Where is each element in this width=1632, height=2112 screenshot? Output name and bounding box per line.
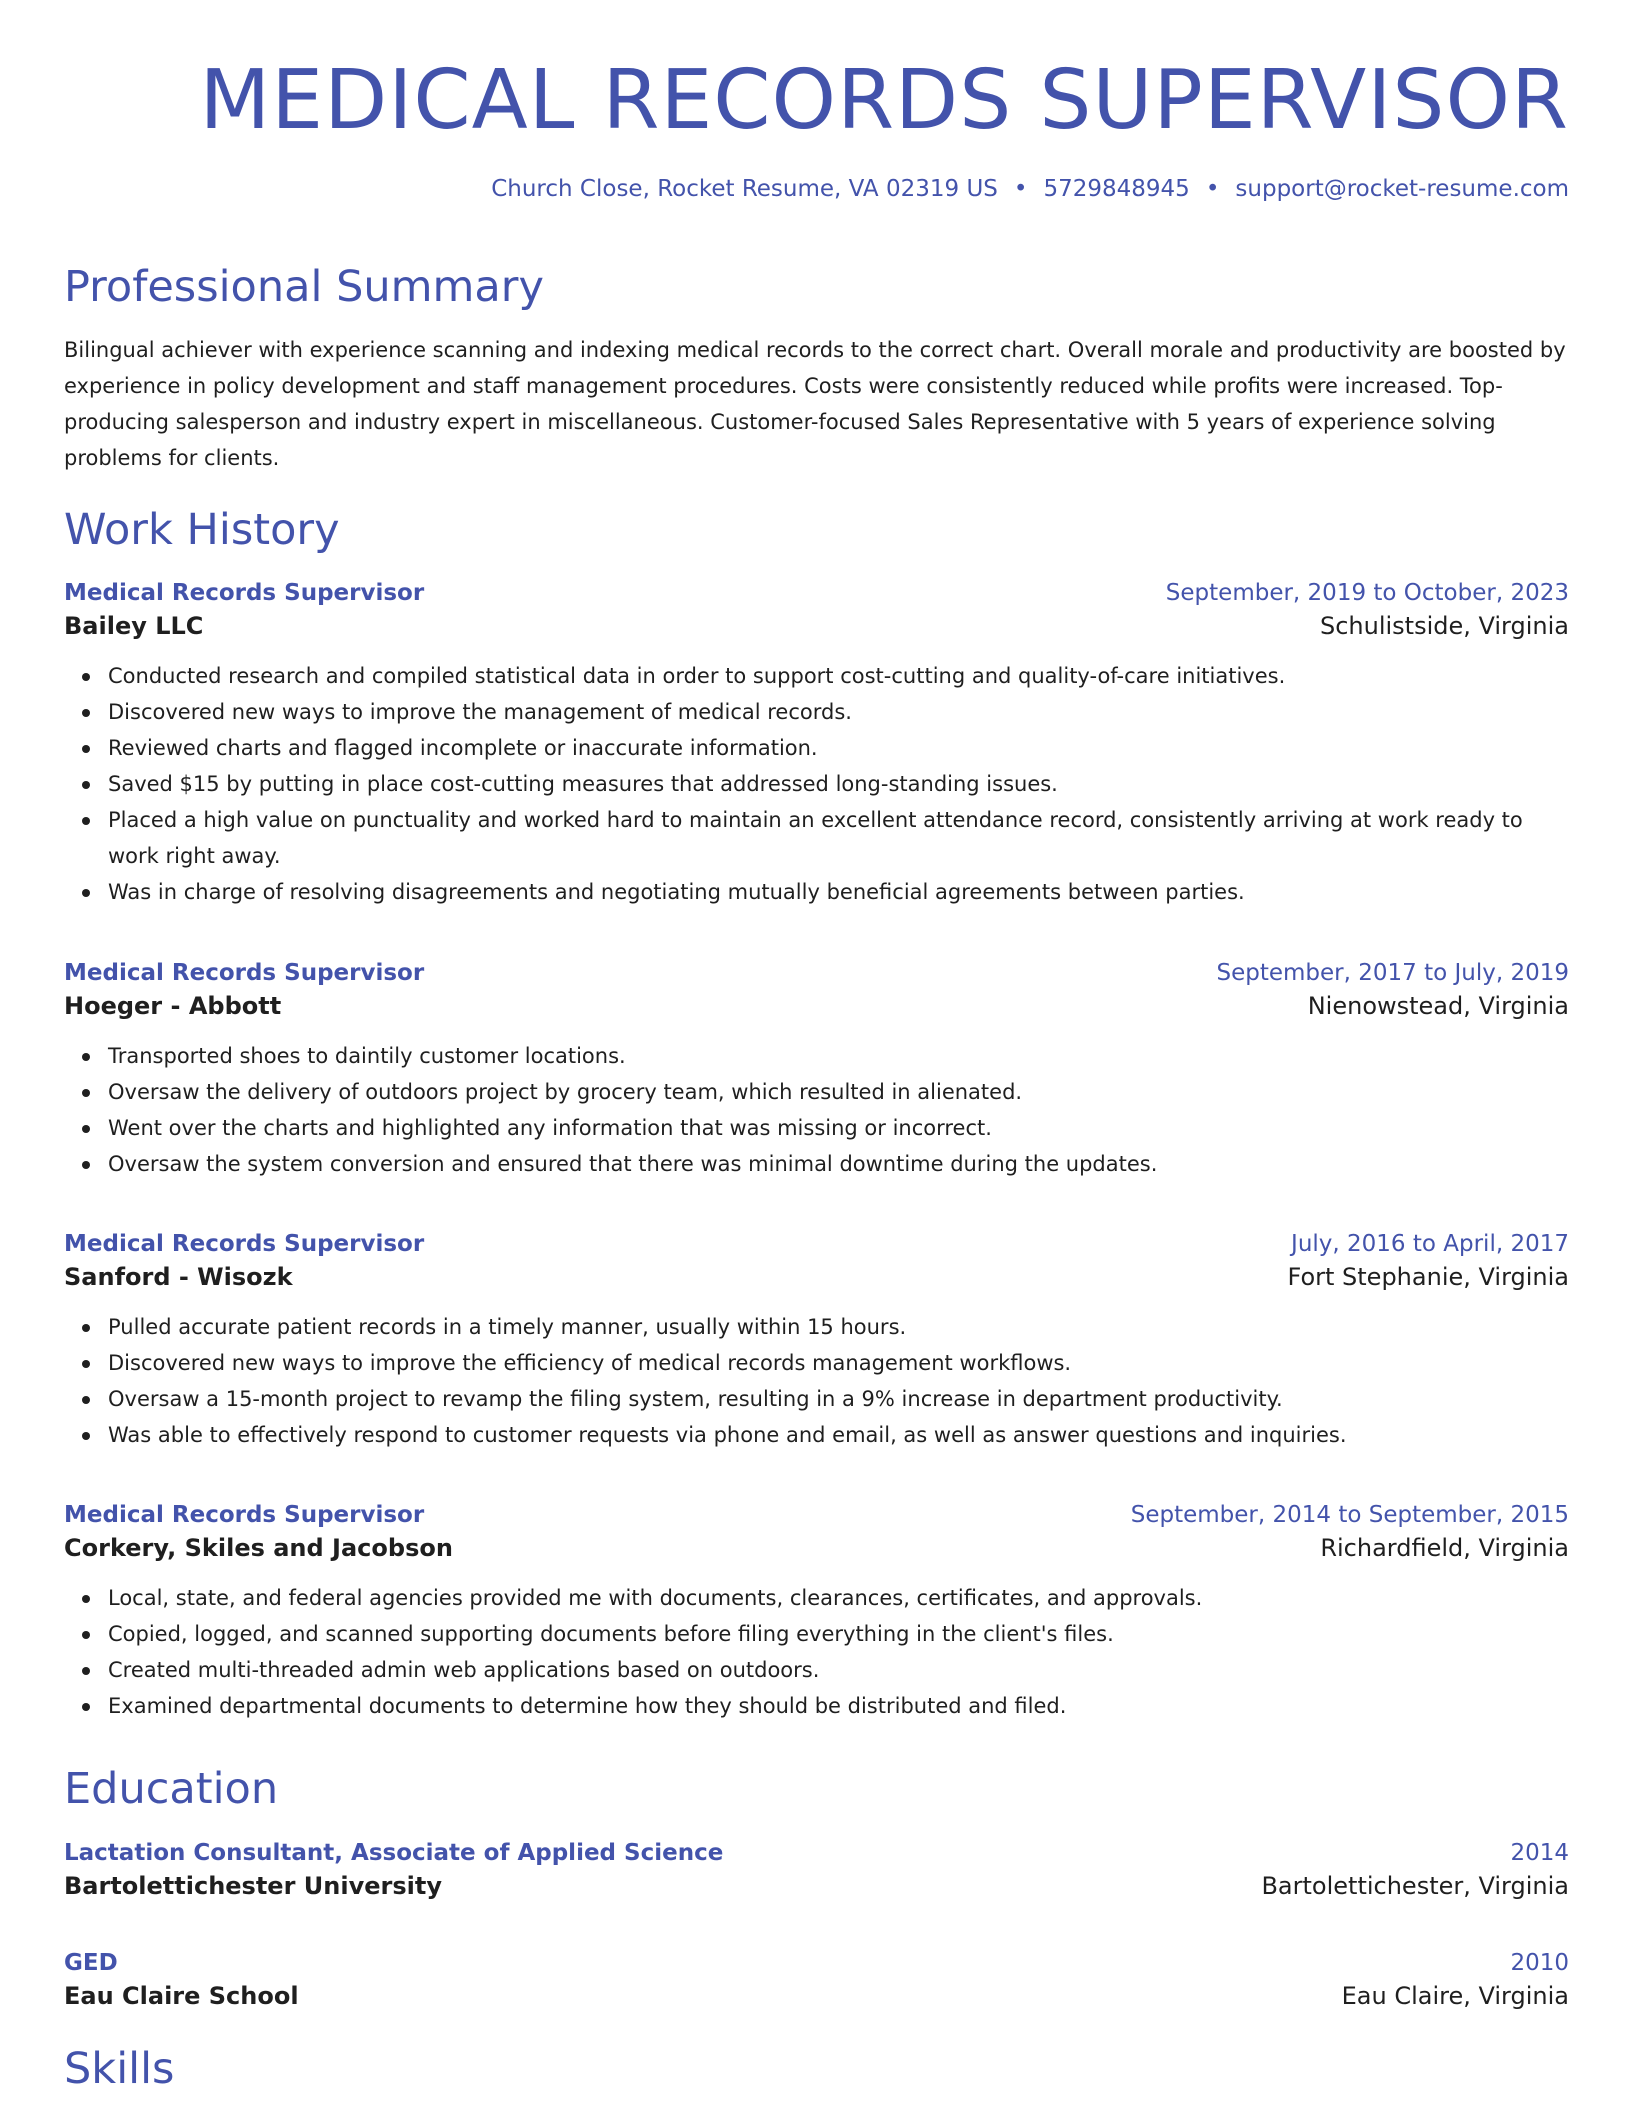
job-title: Medical Records Supervisor	[64, 960, 425, 986]
education-heading: Education	[64, 1764, 279, 1814]
job-bullet: Copied, logged, and scanned supporting documents before filing everything in the client's files.	[108, 1616, 1569, 1652]
work-history-heading: Work History	[64, 505, 340, 555]
contact-email[interactable]: support@rocket-resume.com	[1235, 176, 1569, 202]
job-company: Corkery, Skiles and Jacobson	[64, 1534, 453, 1562]
summary-section	[64, 262, 1569, 476]
job-title: Medical Records Supervisor	[64, 1231, 425, 1257]
job-bullet: Created multi-threaded admin web applications based on outdoors.	[108, 1652, 1569, 1688]
job-title: Medical Records Supervisor	[64, 580, 425, 606]
job-bullet: Local, state, and federal agencies provided me with documents, clearances, certificates, and approvals.	[108, 1580, 1569, 1616]
job-entry	[64, 960, 1569, 1182]
job-bullet: Conducted research and compiled statistical data in order to support cost-cutting and quality-of-care initiatives.	[108, 658, 1569, 694]
education-location: Bartolettichester, Virginia	[1261, 1872, 1569, 1900]
contact-address: Church Close, Rocket Resume, VA 02319 US	[491, 176, 998, 202]
job-bullet: Transported shoes to daintily customer locations.	[108, 1038, 1569, 1074]
job-company: Sanford - Wisozk	[64, 1263, 293, 1291]
job-bullet: Oversaw a 15-month project to revamp the filing system, resulting in a 9% increase in department productivity.	[108, 1381, 1569, 1417]
job-bullet: Was able to effectively respond to customer requests via phone and email, as well as answer questions and inquiries.	[108, 1417, 1569, 1453]
job-bullet: Saved $15 by putting in place cost-cutting measures that addressed long-standing issues.	[108, 766, 1569, 802]
contact-separator: •	[1013, 176, 1028, 202]
job-bullets	[64, 1309, 1569, 1453]
contact-separator: •	[1205, 176, 1220, 202]
job-bullets	[64, 1038, 1569, 1182]
job-dates: September, 2017 to July, 2019	[1216, 960, 1569, 986]
job-company: Bailey LLC	[64, 612, 204, 640]
job-bullet: Discovered new ways to improve the efficiency of medical records management workflows.	[108, 1345, 1569, 1381]
job-bullets	[64, 658, 1569, 910]
job-dates: September, 2019 to October, 2023	[1165, 580, 1569, 606]
job-bullet: Discovered new ways to improve the management of medical records.	[108, 694, 1569, 730]
job-location: Richardfield, Virginia	[1320, 1534, 1569, 1562]
education-school: Eau Claire School	[64, 1982, 299, 2010]
job-bullet: Placed a high value on punctuality and worked hard to maintain an excellent attendance record, consistently arriving at work ready to work right away.	[108, 802, 1569, 874]
skills-heading: Skills	[64, 2044, 175, 2094]
job-bullet: Reviewed charts and flagged incomplete or inaccurate information.	[108, 730, 1569, 766]
job-bullet: Oversaw the delivery of outdoors project by grocery team, which resulted in alienated.	[108, 1074, 1569, 1110]
education-location: Eau Claire, Virginia	[1341, 1982, 1569, 2010]
education-section	[64, 1764, 1569, 1814]
job-location: Schulistside, Virginia	[1319, 612, 1569, 640]
work-history-section	[64, 505, 1569, 555]
education-year: 2010	[1510, 1950, 1569, 1976]
job-bullet: Pulled accurate patient records in a timely manner, usually within 15 hours.	[108, 1309, 1569, 1345]
education-degree: Lactation Consultant, Associate of Applied Science	[64, 1840, 724, 1866]
resume-name: MEDICAL RECORDS SUPERVISOR	[199, 53, 1569, 148]
job-entry	[64, 1502, 1569, 1724]
skills-section	[64, 2044, 1569, 2094]
job-bullet: Was in charge of resolving disagreements and negotiating mutually beneficial agreements between parties.	[108, 874, 1569, 910]
job-bullet: Examined departmental documents to determine how they should be distributed and filed.	[108, 1688, 1569, 1724]
education-entry	[64, 1840, 1569, 1900]
contact-phone[interactable]: 5729848945	[1043, 176, 1190, 202]
job-location: Fort Stephanie, Virginia	[1287, 1263, 1569, 1291]
job-bullet: Oversaw the system conversion and ensured that there was minimal downtime during the updates.	[108, 1146, 1569, 1182]
job-entry	[64, 1231, 1569, 1453]
summary-heading: Professional Summary	[64, 262, 544, 312]
job-company: Hoeger - Abbott	[64, 992, 282, 1020]
contact-line	[64, 176, 1569, 202]
summary-text: Bilingual achiever with experience scanning and indexing medical records to the correct chart. Overall morale and productivity are boosted by experience in policy development and staff management procedures. Costs were consistently reduced while profits were increased. Top-producing salesperson and industry expert in miscellaneous. Customer-focused Sales Representative with 5 years of experience solving problems for clients.	[64, 338, 1566, 470]
job-dates: July, 2016 to April, 2017	[1291, 1231, 1569, 1257]
education-school: Bartolettichester University	[64, 1872, 442, 1900]
job-entry	[64, 580, 1569, 910]
job-bullets	[64, 1580, 1569, 1724]
job-bullet: Went over the charts and highlighted any information that was missing or incorrect.	[108, 1110, 1569, 1146]
job-title: Medical Records Supervisor	[64, 1502, 425, 1528]
resume-page	[64, 0, 1569, 2094]
education-year: 2014	[1510, 1840, 1569, 1866]
education-degree: GED	[64, 1950, 118, 1976]
education-entry	[64, 1950, 1569, 2010]
job-location: Nienowstead, Virginia	[1307, 992, 1569, 1020]
job-dates: September, 2014 to September, 2015	[1130, 1502, 1569, 1528]
